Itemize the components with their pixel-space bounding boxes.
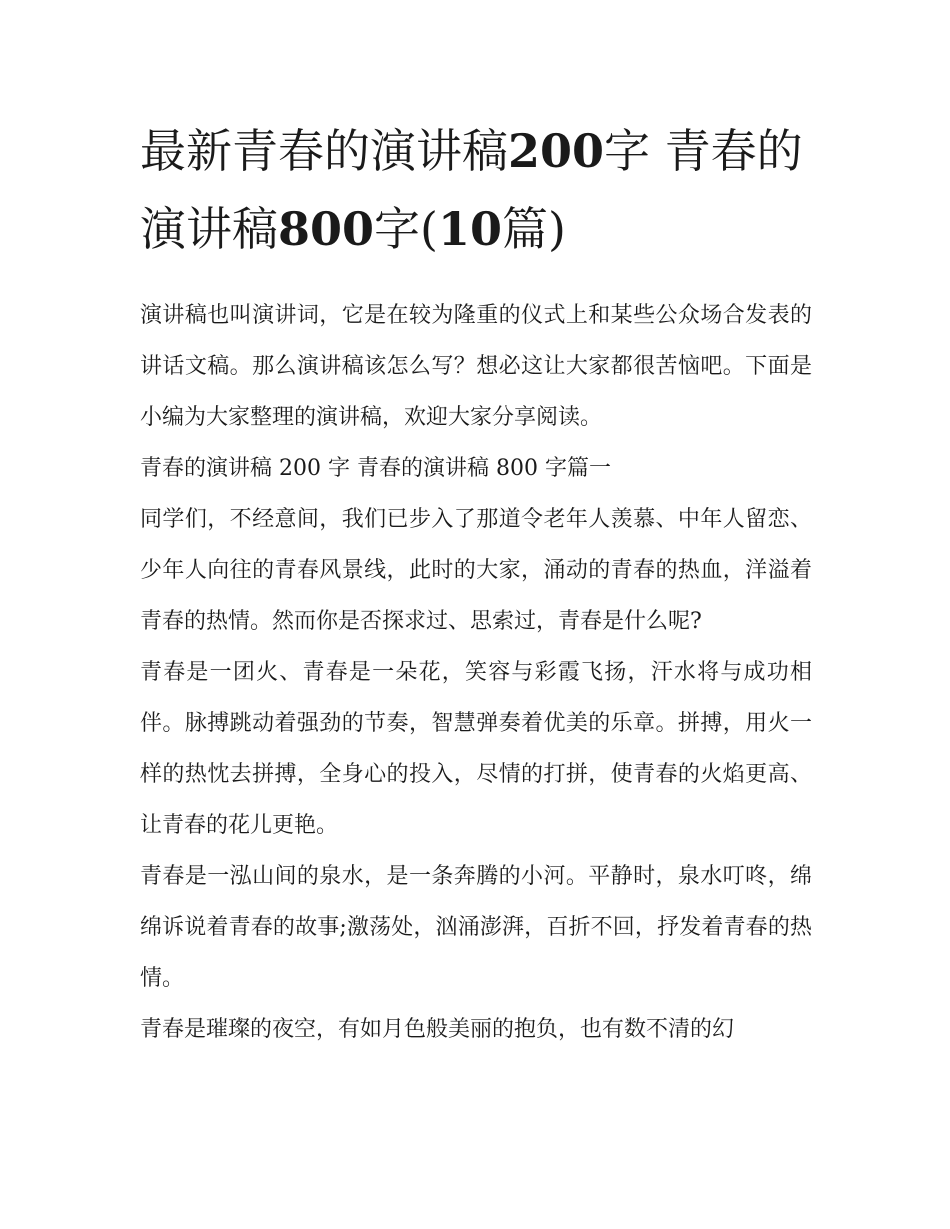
title-part: 字 青春的演讲稿	[140, 124, 803, 256]
body-paragraph: 青春是璀璨的夜空，有如月色般美丽的抱负，也有数不清的幻	[140, 1017, 735, 1042]
title-part: 最新青春的演讲稿	[140, 124, 508, 178]
title-number: 10	[437, 202, 502, 256]
document-title	[140, 112, 812, 268]
body-paragraph: 青春是一团火、青春是一朵花，笑容与彩霞飞扬，汗水将与成功相伴。脉搏跳动着强劲的节奏，智慧弹奏着优美的乐章。拼搏，用火一样的热忱去拼搏，全身心的投入，尽情的打拼，使青春的火焰更高、让青春的花儿更艳。	[140, 660, 812, 838]
title-part: 字(	[374, 202, 438, 256]
title-number: 200	[508, 124, 605, 178]
body-paragraph: 同学们，不经意间，我们已步入了那道令老年人羡慕、中年人留恋、少年人向往的青春风景线，此时的大家，涌动的青春的热血，洋溢着青春的热情。然而你是否探求过、思索过，青春是什么呢?	[140, 507, 812, 634]
title-number: 800	[278, 202, 375, 256]
section-heading: 青春的演讲稿 200 字 青春的演讲稿 800 字篇一	[140, 456, 611, 481]
title-part: 篇)	[502, 202, 566, 256]
document-page	[140, 112, 812, 1055]
document-body	[140, 290, 812, 1055]
intro-paragraph: 演讲稿也叫演讲词，它是在较为隆重的仪式上和某些公众场合发表的讲话文稿。那么演讲稿该怎么写？想必这让大家都很苦恼吧。下面是小编为大家整理的演讲稿，欢迎大家分享阅读。	[140, 303, 812, 430]
body-paragraph: 青春是一泓山间的泉水，是一条奔腾的小河。平静时，泉水叮咚，绵绵诉说着青春的故事;激荡处，汹涌澎湃，百折不回，抒发着青春的热情。	[140, 864, 812, 991]
